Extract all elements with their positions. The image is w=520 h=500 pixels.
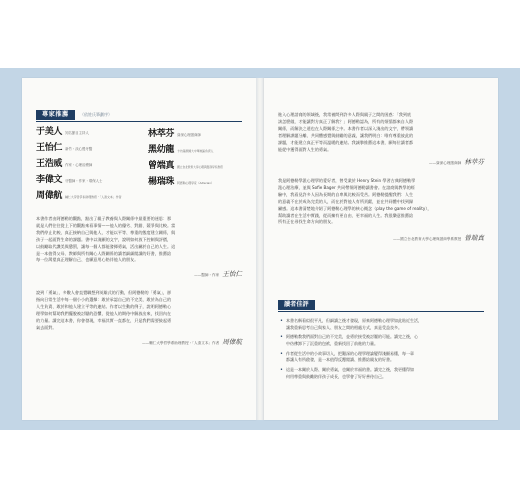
attribution-role: ——輔仁大學哲學系助理教授・「人渣文本」作者 [141, 341, 220, 345]
reader-review: • 阿德勒教我們面對自己的不完美，並勇於接受被討厭的可能。讀完之後，心 中彷彿卸下了沉重的包袱，重新找回了前進的力量。 [280, 334, 486, 347]
recommendation-paragraph: 我是阿德勒學派心理學的愛好者，曾受業於 Henry Stein 學習古典阿德勒學 派心理治療，並與 Sofie Bager 共同帶領阿德勒讀書會。在諮商與教學的經 驗中，我看見許多人因為長期的自卑與比較而受苦。阿德勒提醒我們：人生 的意義不在於成為完美的人，而在於對他人有所貢獻，並在共同體中找到歸 屬感。這本書清楚地介紹了阿德勒心理學的核心概念（play the game of reality）， 幫助讀者在生活中實踐，從而擁有更自由、更幸福的人生。我很樂意推薦給 所有正在尋找生命方向的朋友。 [278, 178, 432, 225]
expert-entry [36, 172, 102, 185]
expert-title: 卡內基訓練大中華地區負責人 [177, 149, 214, 153]
expert-name: 于美人 [36, 127, 63, 137]
expert-entry [36, 188, 121, 201]
recommendation-attribution [142, 336, 242, 346]
expert-entry [36, 124, 89, 137]
signature: 王怡仁 [222, 270, 242, 278]
signature: 周偉航 [222, 338, 242, 346]
expert-name: 李偉文 [36, 175, 63, 185]
reader-review: • 作者從生活中的小故事切入，把艱深的心理學理論變得淺顯易懂，每一章 都讓人有所啟發，是一本值得反覆閱讀、推薦給親友的好書。 [280, 351, 486, 364]
expert-order-note: （依姓氏筆劃序） [80, 112, 112, 117]
top-margin [0, 0, 520, 68]
attribution-role: ——資深心理諮商師 [428, 161, 462, 165]
recommendation-attribution [393, 232, 484, 242]
expert-title: 阿德勒心理學家（Adlerian） [177, 181, 214, 185]
attribution-role: ——醫師・作家 [194, 273, 220, 277]
expert-name: 曾端真 [148, 161, 175, 171]
book-gutter [256, 78, 264, 420]
recommendation-paragraph: 本書作者由阿德勒的觀點，點出了親子教養與人際關係中最重要的迷思：那 就是人們往往從上下的觀點來看事情——他人的優劣、對錯、競爭與比較。當 我們停止比較，真正接納自己與他人，才能以平等、尊重的態度建立關係，與 孩子一起面對生命的課題。書中以淺顯的文字，說明如何放下控制與評價， 以鼓勵取代讚美與懲罰，讓每一個人都能發揮勇氣，活出屬於自己的人生。這 是一本值得父母、教師與所有關心人際關係的讀者細細閱讀的好書，推薦給 每一位渴望真正理解自己、也願意用心陪伴他人的朋友。 [36, 216, 176, 263]
bottom-margin [0, 430, 520, 500]
expert-name: 楊瑞珠 [148, 177, 175, 187]
recommendation-paragraph: 進入心理諮商的領域後，我常被問到許多人際與親子之間的困惑：「我到底 該怎麼做，才能讓對方真正了解我？」阿德勒認為，所有的煩惱都來自人際 關係，而解決之道也在人際關係之中。本書作者以深入淺出的文字，帶領讀 者理解課題分離、共同體感覺與鼓勵的意義，讓我們明白：唯有尊重彼此的 課題，才能建立真正平等而溫暖的連結。我誠摯推薦這本書，願每位讀者都 能從中獲得面對人生的勇氣。 [278, 112, 414, 152]
attribution-role: ——國立台北教育大學心理與諮商學系教授 [392, 237, 462, 241]
expert-title: 牙醫師・作家・環保人士 [65, 179, 103, 183]
expert-name: 黑幼龍 [148, 145, 175, 155]
expert-title: 輔仁大學哲學系助理教授・「人渣文本」作者 [65, 195, 122, 199]
expert-entry [36, 156, 92, 169]
recommendation-paragraph: 說到「勇氣」，多數人會直覺聯想到英雄式的行動，但阿德勒的「勇氣」，卻 指向日常生活中每一個小小的選擇：敢於承認自己的不完美、敢於為自己的 人生負責、敢於和他人建立平等的連結。作者以生動的例子，說明阿德勒心 理學如何幫助我們擺脫被討厭的恐懼，從他人的期待中解放出來，找回內在 的力量。讀完這本書，你會發現，幸福其實一直都在，只是我們需要鼓起勇 氣去面對。 [36, 290, 172, 330]
reader-reviews-heading: 讀者佳評 [278, 300, 315, 310]
reader-review: • 這是一本關於人際、關於勇氣，也關於幸福的書。讀完之後，我更懂得如 何用尊重與鼓勵陪伴孩子成長，也學會了好好善待自己。 [280, 367, 486, 380]
expert-title: 資深心理諮商師 [177, 133, 201, 137]
expert-list [36, 124, 246, 208]
reader-reviews-list [280, 318, 486, 384]
expert-title: 作家・心理治療師 [65, 163, 93, 167]
expert-entry [148, 126, 201, 139]
expert-title: 新竹・淡心慢牙醫 [65, 147, 93, 151]
expert-name: 林萃芬 [148, 129, 175, 139]
reader-review: • 本書名稱看似很平凡，但細讀之後才發現，原來阿德勒心理學如此貼近生活， 讓我重新思考自己與家人、朋友之間的相處方式，真是受益良多。 [280, 318, 486, 331]
heading-rule [278, 311, 484, 312]
expert-title: 國立台北教育大學心理與諮商學系教授 [177, 165, 223, 169]
expert-entry [148, 174, 214, 187]
expert-entry [148, 142, 213, 155]
expert-name: 周偉航 [36, 191, 63, 201]
left-page [22, 78, 256, 420]
recommendation-attribution [429, 156, 484, 166]
recommendation-attribution [194, 268, 242, 278]
heading-rule [36, 121, 242, 122]
expert-recommendation-heading: 專家推薦 [36, 110, 75, 120]
expert-entry [148, 158, 223, 171]
expert-entry [36, 140, 92, 153]
signature: 曾端真 [464, 234, 484, 242]
expert-name: 王怡仁 [36, 143, 63, 153]
expert-title: 知名節目主持人 [65, 131, 89, 135]
right-page [264, 78, 498, 420]
expert-name: 王浩威 [36, 159, 63, 169]
signature: 林萃芬 [464, 158, 484, 166]
